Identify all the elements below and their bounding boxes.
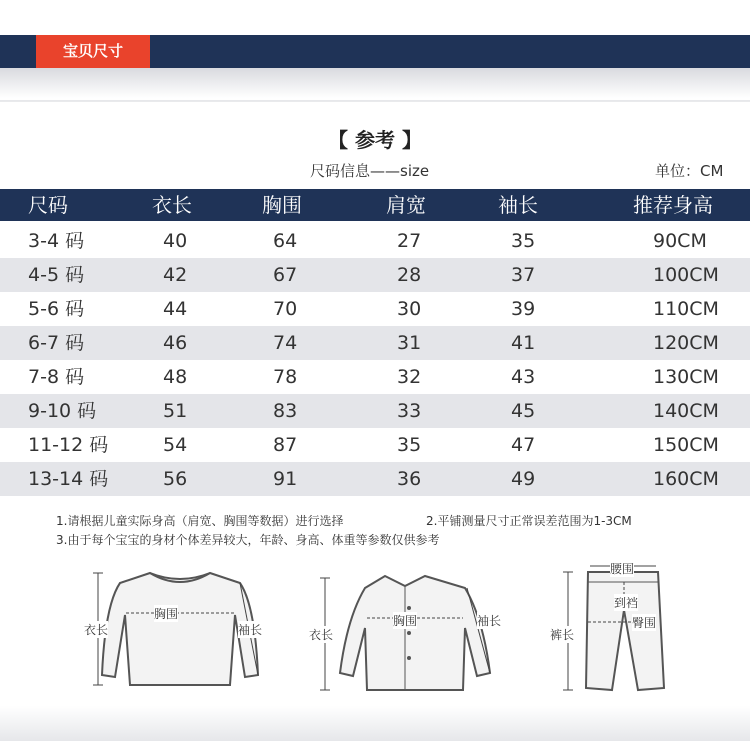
shirt-length-label: 衣长 (309, 628, 334, 642)
cell-height: 110CM (653, 298, 719, 320)
cell-chest: 64 (273, 230, 298, 252)
table-row (0, 428, 750, 462)
cell-sleeve: 35 (511, 230, 536, 252)
table-row (0, 224, 750, 258)
cell-shoulder: 27 (397, 230, 422, 252)
cell-chest: 67 (273, 264, 298, 286)
shirt-icon (305, 568, 515, 703)
cell-length: 56 (163, 468, 188, 490)
cell-size: 6-7 码 (28, 332, 85, 354)
pants-diagram (548, 560, 678, 700)
cell-sleeve: 49 (511, 468, 536, 490)
cell-sleeve: 45 (511, 400, 536, 422)
cell-shoulder: 31 (397, 332, 422, 354)
reference-title: 【 参考 】 (328, 128, 422, 152)
pants-length-label: 裤长 (550, 628, 575, 642)
header-shadow (0, 68, 750, 98)
shirt-sleeve-label: 袖长 (477, 614, 502, 628)
tshirt-diagram (80, 565, 280, 700)
shirt-chest-label: 胸围 (393, 614, 418, 628)
cell-length: 42 (163, 264, 188, 286)
cell-sleeve: 41 (511, 332, 536, 354)
col-size: 尺码 (28, 193, 68, 217)
cell-height: 160CM (653, 468, 719, 490)
table-row (0, 292, 750, 326)
cell-length: 48 (163, 366, 188, 388)
cell-size: 9-10 码 (28, 400, 97, 422)
tshirt-chest-label: 胸围 (154, 607, 179, 621)
cell-shoulder: 28 (397, 264, 422, 286)
cell-size: 5-6 码 (28, 298, 85, 320)
cell-shoulder: 35 (397, 434, 422, 456)
table-row (0, 462, 750, 496)
cell-shoulder: 36 (397, 468, 422, 490)
cell-height: 120CM (653, 332, 719, 354)
cell-length: 51 (163, 400, 188, 422)
size-info-label: 尺码信息——size (310, 162, 430, 180)
cell-chest: 70 (273, 298, 298, 320)
cell-sleeve: 37 (511, 264, 536, 286)
note-2: 2.平铺测量尺寸正常误差范围为1-3CM (426, 514, 632, 528)
cell-size: 11-12 码 (28, 434, 109, 456)
cell-sleeve: 39 (511, 298, 536, 320)
table-row (0, 326, 750, 360)
table-row (0, 394, 750, 428)
cell-height: 100CM (653, 264, 719, 286)
pants-rise-label: 到裆 (614, 596, 639, 610)
cell-length: 40 (163, 230, 188, 252)
note-1: 1.请根据儿童实际身高（肩宽、胸围等数据）进行选择 (56, 514, 344, 528)
table-row (0, 360, 750, 394)
cell-length: 46 (163, 332, 188, 354)
cell-height: 150CM (653, 434, 719, 456)
col-length: 衣长 (152, 193, 192, 217)
cell-chest: 87 (273, 434, 298, 456)
table-row (0, 258, 750, 292)
note-3: 3.由于每个宝宝的身材个体差异较大，年龄、身高、体重等参数仅供参考 (56, 533, 440, 547)
cell-height: 90CM (653, 230, 707, 252)
col-chest: 胸围 (262, 193, 302, 217)
shirt-diagram (305, 568, 515, 703)
cell-size: 13-14 码 (28, 468, 109, 490)
cell-length: 44 (163, 298, 188, 320)
section-tag: 宝贝尺寸 (36, 35, 150, 68)
tshirt-sleeve-label: 袖长 (238, 623, 263, 637)
col-height: 推荐身高 (633, 193, 713, 217)
cell-length: 54 (163, 434, 188, 456)
tshirt-length-label: 衣长 (84, 623, 109, 637)
bottom-shadow (0, 706, 750, 741)
cell-sleeve: 47 (511, 434, 536, 456)
cell-shoulder: 30 (397, 298, 422, 320)
cell-height: 130CM (653, 366, 719, 388)
cell-size: 4-5 码 (28, 264, 85, 286)
cell-chest: 91 (273, 468, 298, 490)
pants-hip-label: 臀围 (632, 616, 657, 630)
cell-chest: 78 (273, 366, 298, 388)
cell-size: 3-4 码 (28, 230, 85, 252)
cell-shoulder: 33 (397, 400, 422, 422)
cell-height: 140CM (653, 400, 719, 422)
cell-sleeve: 43 (511, 366, 536, 388)
col-sleeve: 袖长 (498, 193, 538, 217)
unit-label: 单位：CM (655, 162, 724, 180)
cell-size: 7-8 码 (28, 366, 85, 388)
cell-chest: 83 (273, 400, 298, 422)
cell-chest: 74 (273, 332, 298, 354)
col-shoulder: 肩宽 (386, 193, 426, 217)
pants-waist-label: 腰围 (610, 562, 635, 576)
cell-shoulder: 32 (397, 366, 422, 388)
